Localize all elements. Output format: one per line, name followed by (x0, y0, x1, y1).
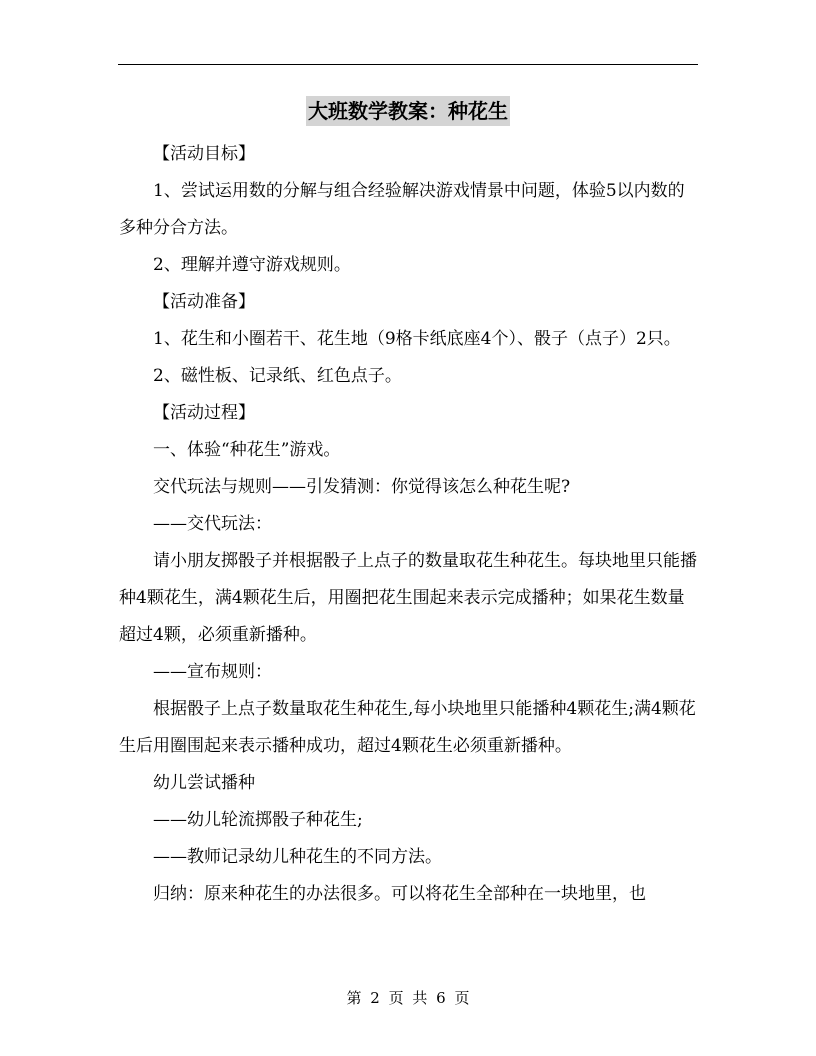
gameplay-description: 请小朋友掷骰子并根据骰子上点子的数量取花生种花生。每块地里只能播种4颗花生，满4颗花生后，用圈把花生围起来表示完成播种；如果花生数量超过4颗，必须重新播种。 (119, 551, 697, 645)
preparation-item-2: 2、磁性板、记录纸、红色点子。 (153, 366, 402, 386)
goal-item-2: 2、理解并遵守游戏规则。 (153, 255, 351, 275)
trial-item-2: ——教师记录幼儿种花生的不同方法。 (153, 847, 442, 867)
goal-item-1: 1、尝试运用数的分解与组合经验解决游戏情景中问题，体验5以内数的多种分合方法。 (119, 181, 685, 238)
document-body (119, 136, 699, 913)
section-heading-preparation: 【活动准备】 (153, 292, 255, 312)
summary-paragraph: 归纳：原来种花生的办法很多。可以将花生全部种在一块地里，也 (153, 884, 646, 904)
rules-intro: 交代玩法与规则——引发猜测：你觉得该怎么种花生呢? (153, 477, 571, 497)
page-footer: 第 2 页 共 6 页 (346, 989, 470, 1007)
trial-item-1: ——幼儿轮流掷骰子种花生; (153, 810, 363, 830)
title-container (0, 96, 816, 126)
rules-heading: ——宣布规则： (153, 662, 272, 682)
document-title: 大班数学教案：种花生 (306, 96, 510, 126)
rules-description: 根据骰子上点子数量取花生种花生,每小块地里只能播种4颗花生;满4颗花生后用圈围起来表示播种成功，超过4颗花生必须重新播种。 (119, 699, 696, 756)
process-step-1: 一、体验“种花生”游戏。 (153, 440, 341, 460)
section-heading-process: 【活动过程】 (153, 403, 255, 423)
gameplay-heading: ——交代玩法： (153, 514, 272, 534)
section-heading-goals: 【活动目标】 (153, 144, 255, 164)
trial-heading: 幼儿尝试播种 (153, 773, 255, 793)
preparation-item-1: 1、花生和小圈若干、花生地（9格卡纸底座4个）、骰子（点子）2只。 (153, 329, 681, 349)
header-rule (118, 64, 698, 65)
